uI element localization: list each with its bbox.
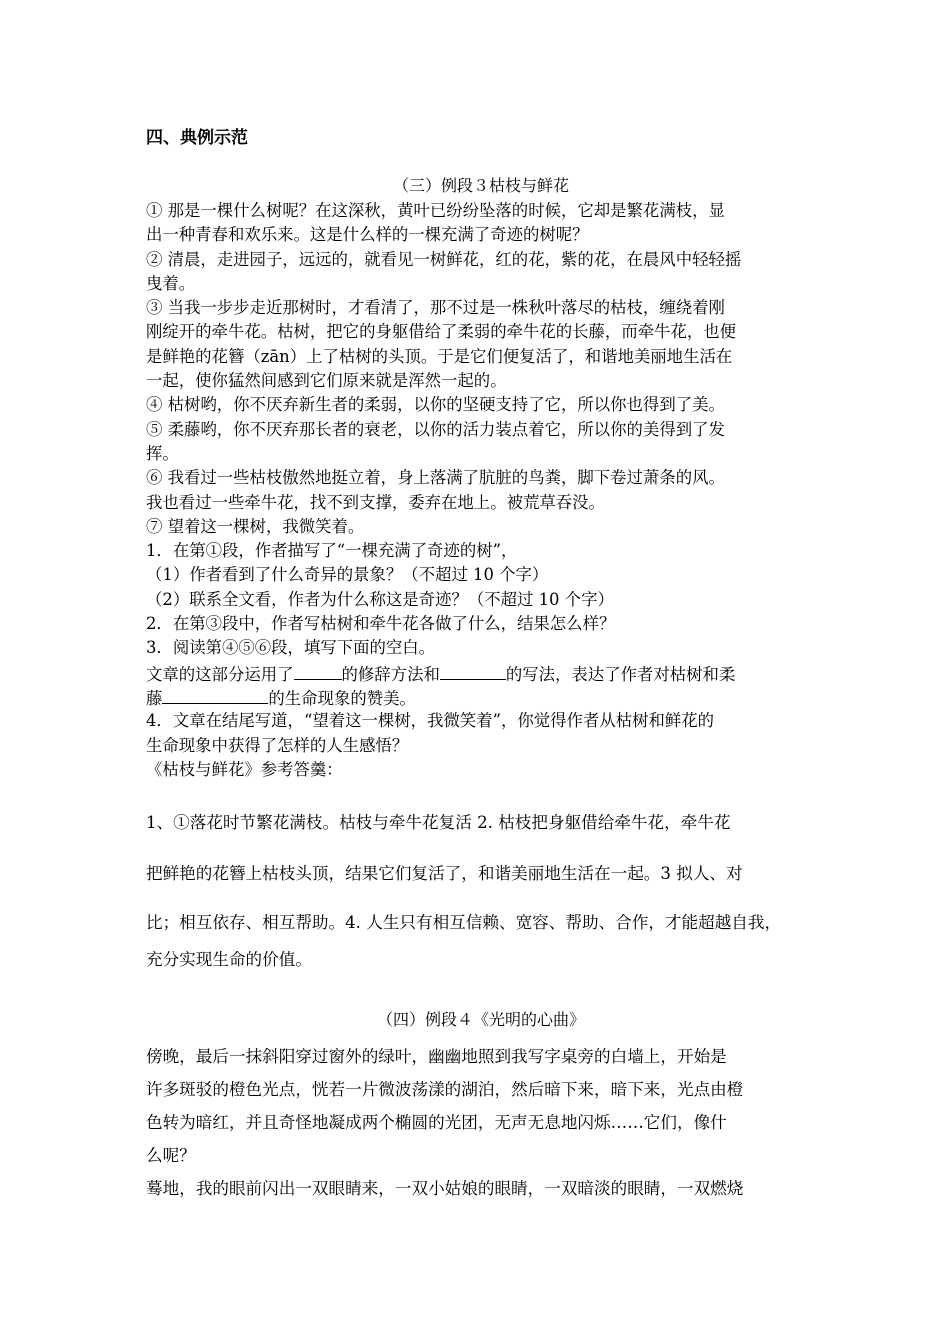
answer-line: 充分实现生命的价值。 xyxy=(146,950,312,969)
text-line: 我也看过一些牵牛花，找不到支撑，委弃在地上。被荒草吞没。 xyxy=(146,492,605,512)
text-line: 许多斑驳的橙色光点，恍若一片微波荡漾的湖泊，然后暗下来，暗下来，光点由橙 xyxy=(146,1080,744,1099)
text-line: 么呢？ xyxy=(146,1146,196,1165)
text-line: ⑤ 柔藤哟，你不厌弃那长者的衰老，以你的活力装点着它，所以你的美得到了发 xyxy=(146,419,725,439)
text-line: ③ 当我一步步走近那树时，才看清了，那不过是一株秋叶落尽的枯枝，缠绕着刚 xyxy=(146,298,725,318)
text-line: 色转为暗红，并且奇怪地凝成两个椭圆的光团，无声无息地闪烁……它们，像什 xyxy=(146,1113,727,1132)
blank-rhetoric[interactable] xyxy=(294,661,342,680)
example3-answers xyxy=(146,808,816,968)
text-line: 一起，使你猛然间感到它们原来就是浑然一起的。 xyxy=(146,371,507,391)
fill-text: 的修辞方法和 xyxy=(341,664,440,684)
text-line: 蓦地，我的眼前闪出一双眼睛来，一双小姑娘的眼睛，一双暗淡的眼睛，一双燃烧 xyxy=(146,1179,744,1198)
fill-text: 藤 xyxy=(146,688,163,708)
fill-line-2 xyxy=(146,685,816,709)
text-line: ② 清晨，走进园子，远远的，就看见一树鲜花，红的花，紫的花，在晨风中轻轻摇 xyxy=(146,249,742,269)
fill-text: 文章的这部分运用了 xyxy=(146,664,294,684)
text-line: ⑥ 我看过一些枯枝傲然地挺立着，身上落满了肮脏的鸟粪，脚下卷过萧条的风。 xyxy=(146,468,725,488)
section-heading: 四、典例示范 xyxy=(146,128,248,148)
example3-body xyxy=(146,199,816,782)
text-line: 曳着。 xyxy=(146,273,196,293)
example4-title: （四）例段４《光明的心曲》 xyxy=(376,1010,585,1029)
question-4: 4．文章在结尾写道，“望着这一棵树，我微笑着”，你觉得作者从枯树和鲜花的 xyxy=(146,711,715,731)
text-line: ⑦ 望着这一棵树，我微笑着。 xyxy=(146,516,365,536)
answer-line: 1、①落花时节繁花满枝。枯枝与牵牛花复活 2. 枯枝把身躯借给牵牛花，牵牛花 xyxy=(146,813,731,832)
blank-phenomenon[interactable] xyxy=(162,685,268,704)
question-1: 1．在第①段，作者描写了“一棵充满了奇迹的树”， xyxy=(146,541,518,561)
fill-text: 的生命现象的赞美。 xyxy=(268,688,416,708)
text-line: 刚绽开的牵牛花。枯树，把它的身躯借给了柔弱的牵牛花的长藤，而牵牛花，也便 xyxy=(146,322,737,342)
question-3: 3．阅读第④⑤⑥段，填写下面的空白。 xyxy=(146,638,436,658)
fill-line-1 xyxy=(146,661,816,685)
example3-title: （三）例段３枯枝与鲜花 xyxy=(392,176,569,195)
text-line: ④ 枯树哟，你不厌弃新生者的柔弱，以你的坚硬支持了它，所以你也得到了美。 xyxy=(146,395,725,415)
fill-text: 的写法，表达了作者对枯树和柔 xyxy=(505,664,736,684)
text-line: ① 那是一棵什么树呢？在这深秋，黄叶已纷纷坠落的时候，它却是繁花满枝，显 xyxy=(146,201,725,220)
question-1-2: （2）联系全文看，作者为什么称这是奇迹？（不超过 10 个字） xyxy=(146,589,614,609)
text-line: 傍晚，最后一抹斜阳穿过窗外的绿叶，幽幽地照到我写字桌旁的白墙上，开始是 xyxy=(146,1047,727,1066)
text-line: 挥。 xyxy=(146,443,179,463)
answer-line: 比；相互依存、相互帮助。4. 人生只有相互信赖、宽容、帮助、合作，才能超越自我， xyxy=(146,913,782,932)
blank-technique[interactable] xyxy=(440,661,506,680)
answer-title: 《枯枝与鲜花》参考答羹： xyxy=(146,759,343,779)
question-4-cont: 生命现象中获得了怎样的人生感悟？ xyxy=(146,735,409,755)
example4-body xyxy=(146,1040,816,1205)
question-1-1: （1）作者看到了什么奇异的景象？（不超过 10 个字） xyxy=(146,565,549,585)
question-2: 2．在第③段中，作者写枯树和牵牛花各做了什么，结果怎么样？ xyxy=(146,614,616,634)
text-line: 是鲜艳的花簪（zān）上了枯树的头顶。于是它们便复活了，和谐地美丽地生活在 xyxy=(146,346,733,366)
text-line: 出一种青春和欢乐来。这是什么样的一棵充满了奇迹的树呢？ xyxy=(146,225,589,245)
answer-line: 把鲜艳的花簪上枯枝头顶，结果它们复活了，和谐美丽地生活在一起。3 拟人、对 xyxy=(146,864,743,883)
